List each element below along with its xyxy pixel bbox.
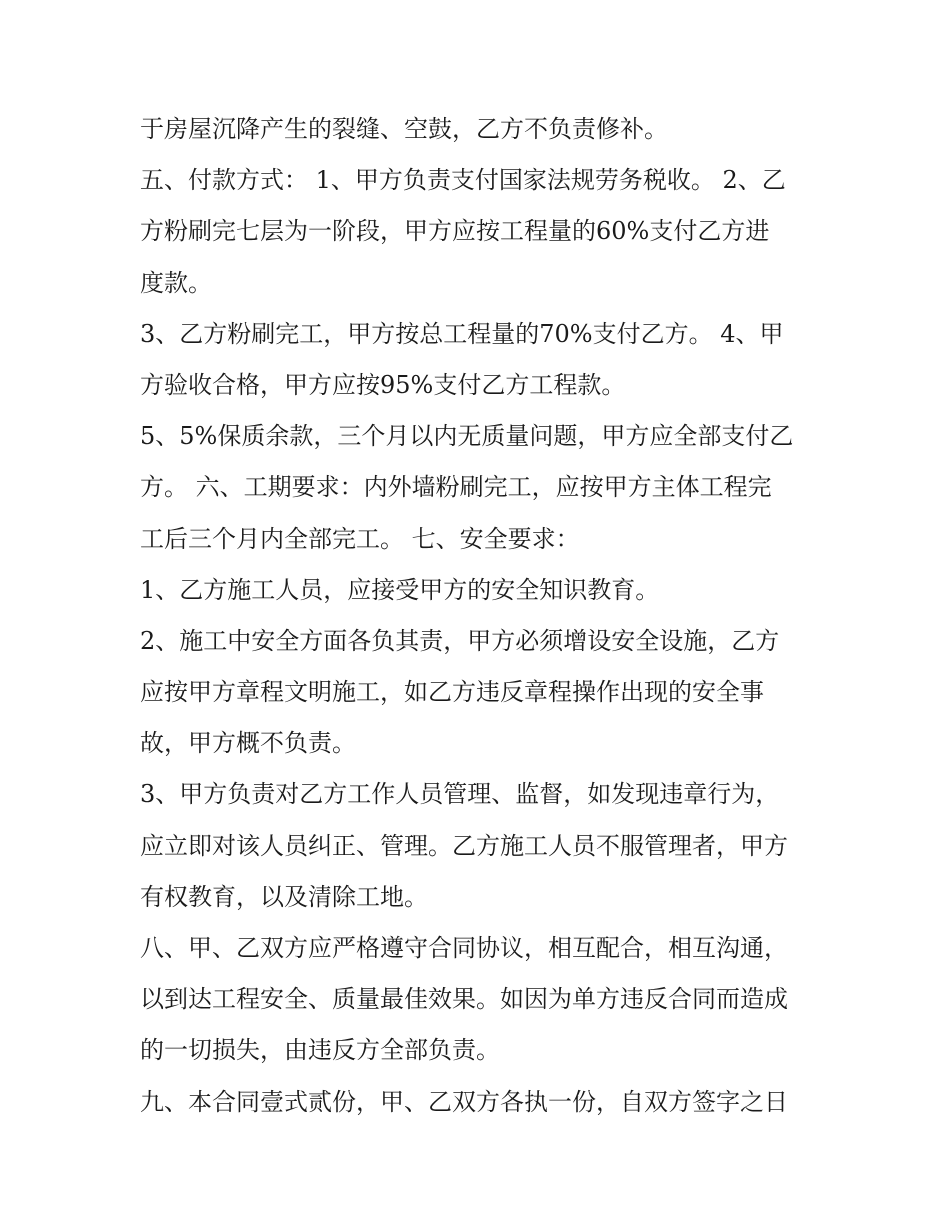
text-line: 方粉刷完七层为一阶段，甲方应按工程量的60%支付乙方进 <box>140 217 770 246</box>
text-line: 2、施工中安全方面各负其责，甲方必须增设安全设施，乙方 <box>140 626 780 655</box>
text-line: 方。 六、工期要求：内外墙粉刷完工，应按甲方主体工程完 <box>140 473 772 502</box>
text-line: 方验收合格，甲方应按95%支付乙方工程款。 <box>140 370 626 399</box>
text-line: 故，甲方概不负责。 <box>140 729 356 758</box>
text-line: 度款。 <box>140 268 212 297</box>
text-line: 工后三个月内全部完工。 七、安全要求： <box>140 524 580 553</box>
text-line: 应立即对该人员纠正、管理。乙方施工人员不服管理者，甲方 <box>140 831 788 860</box>
text-line: 的一切损失，由违反方全部负责。 <box>140 1036 500 1065</box>
contract-body-text <box>140 104 820 1128</box>
text-line: 3、甲方负责对乙方工作人员管理、监督，如发现违章行为， <box>140 780 780 809</box>
text-line: 有权教育，以及清除工地。 <box>140 882 428 911</box>
text-line: 五、付款方式： 1、甲方负责支付国家法规劳务税收。 2、乙 <box>140 166 786 195</box>
text-line: 5、5%保质余款，三个月以内无质量问题，甲方应全部支付乙 <box>140 422 794 451</box>
text-line: 以到达工程安全、质量最佳效果。如因为单方违反合同而造成 <box>140 985 788 1014</box>
text-line: 于房屋沉降产生的裂缝、空鼓，乙方不负责修补。 <box>140 115 668 143</box>
text-line: 3、乙方粉刷完工，甲方按总工程量的70%支付乙方。 4、甲 <box>140 319 784 348</box>
text-line: 九、本合同壹式贰份，甲、乙双方各执一份，自双方签字之日 <box>140 1087 788 1116</box>
text-line: 八、甲、乙双方应严格遵守合同协议，相互配合，相互沟通， <box>140 934 788 962</box>
text-line: 1、乙方施工人员，应接受甲方的安全知识教育。 <box>140 575 660 604</box>
text-line: 应按甲方章程文明施工，如乙方违反章程操作出现的安全事 <box>140 678 764 707</box>
